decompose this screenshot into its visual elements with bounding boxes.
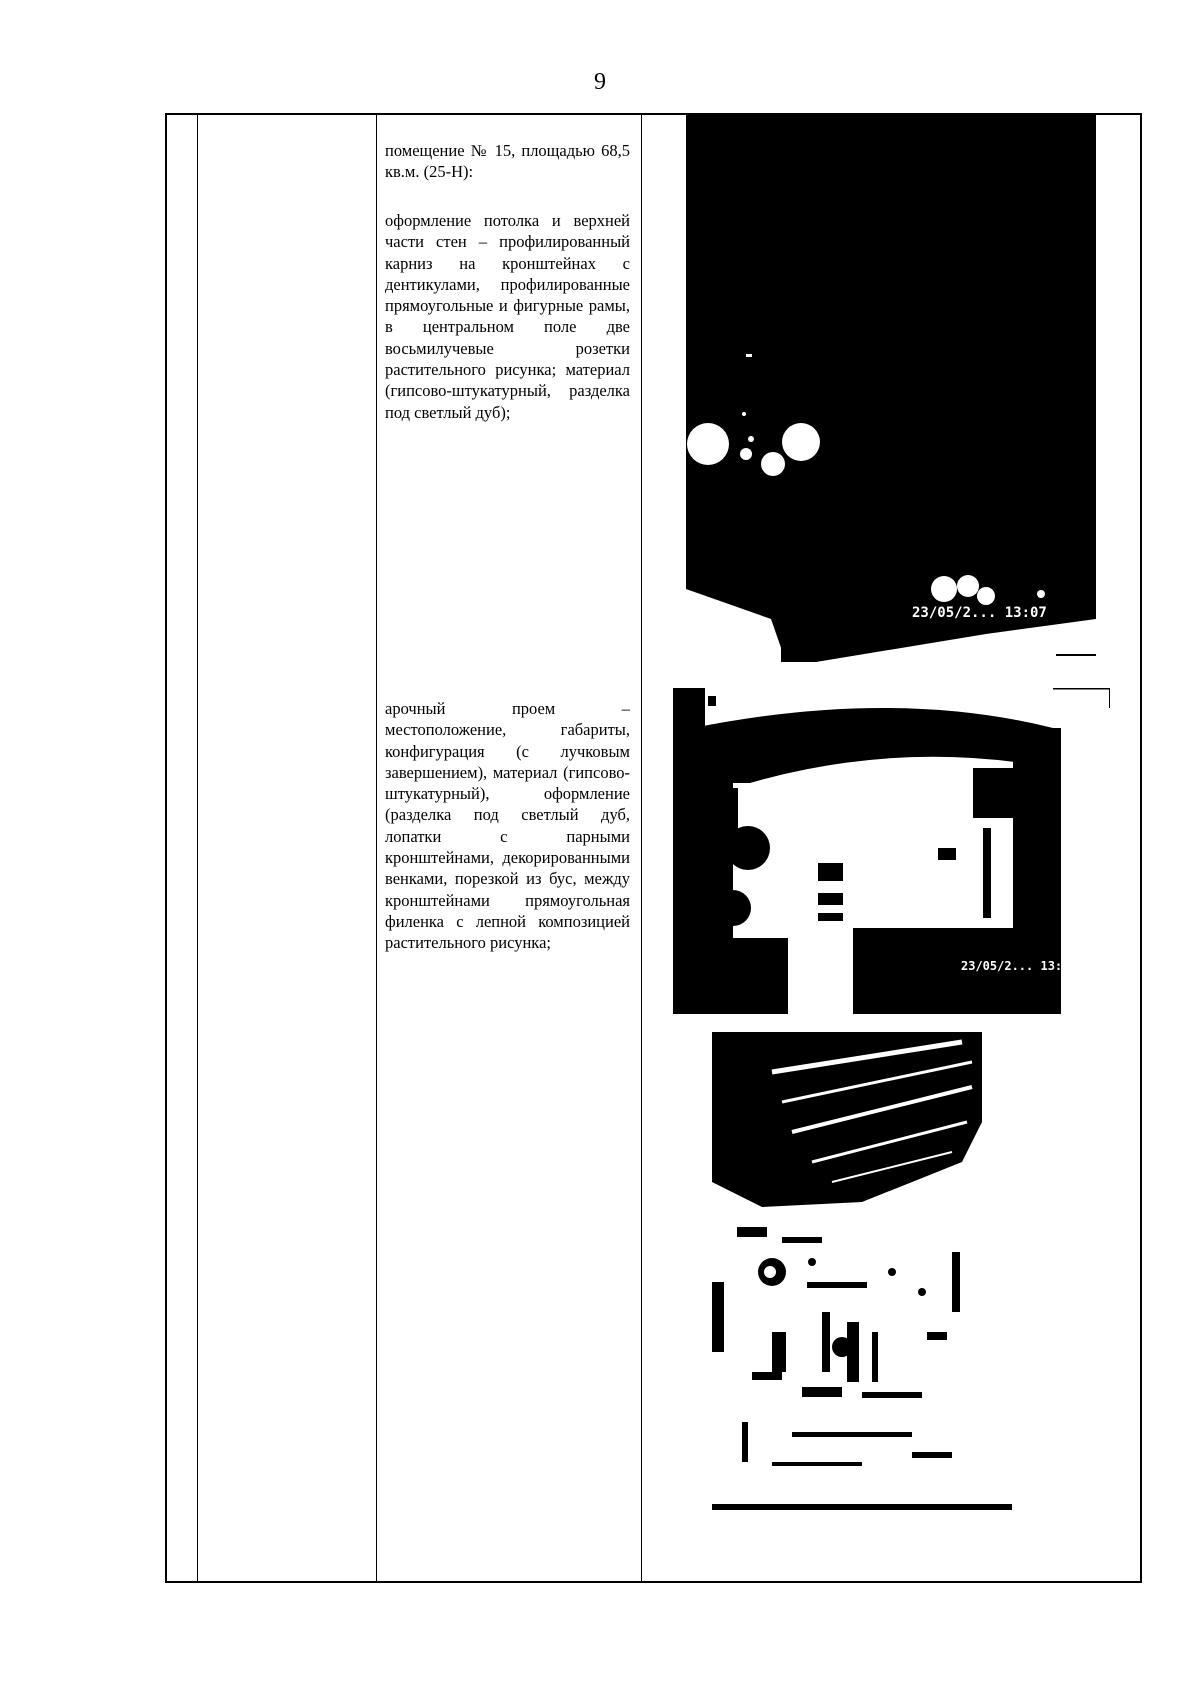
- room-heading: помещение № 15, площадью 68,5 кв.м. (25-Н):: [385, 141, 630, 182]
- ceiling-description: оформление потолка и верхней части стен – профилированный карниз на кронштейнах с дентикулами, профилированные прямоугольные и фигурные рамы, в центральном поле две восьмилучевые розетки растительного рисунка; материал (гипсово-штукатурный, разделка под светлый дуб);: [385, 211, 630, 422]
- table-column-divider: [197, 115, 198, 1581]
- photo-timestamp-2: 23/05/2... 13:07: [961, 959, 1077, 973]
- table-column-divider: [376, 115, 377, 1581]
- arched-doorway-photo: [673, 688, 1110, 1014]
- stucco-bracket-detail-photo: [712, 1032, 1012, 1510]
- ceiling-chandelier-photo: [686, 114, 1096, 662]
- table-column-divider: [641, 115, 642, 1581]
- page-number: 9: [594, 69, 606, 95]
- photo-timestamp-1: 23/05/2... 13:07: [912, 605, 1047, 621]
- arch-description: арочный проем – местоположение, габариты, конфигурация (с лучковым завершением), материал (гипсово-штукатурный), оформление (разделка под светлый дуб, лопатки с парными кронштейнами, декорированными венками, порезкой из бус, между кронштейнами прямоугольная филенка с лепной композицией растительного рисунка;: [385, 699, 630, 953]
